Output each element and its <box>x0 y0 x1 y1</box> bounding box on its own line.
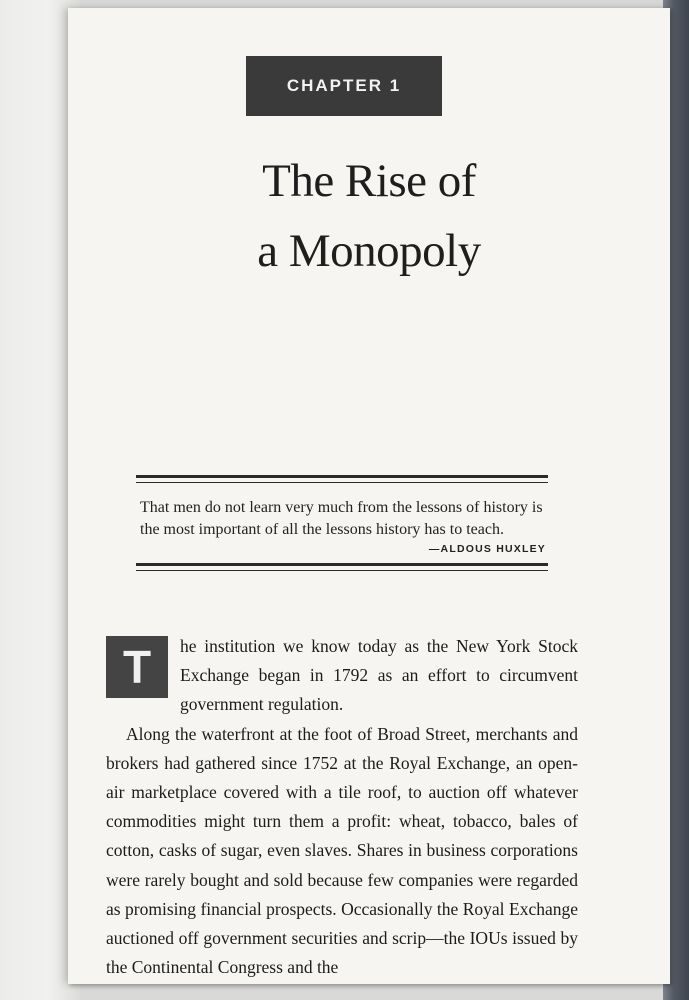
chapter-title-line-2: a Monopoly <box>257 225 481 277</box>
chapter-label: CHAPTER 1 <box>246 56 442 116</box>
epigraph-top-rule <box>136 475 548 483</box>
book-page <box>68 8 670 984</box>
paragraph-2: Along the waterfront at the foot of Broad Street, merchants and brokers had gathered since 1752 at the Royal Exchange, an open-air marketplace covered with a tile roof, to auction off whatever commodities might turn them a profit: wheat, tobacco, bales of cotton, casks of sugar, even slaves. Shares in business corporations were rarely bought and sold because few companies were regarded as promising financial prospects. Occasionally the Royal Exchange auctioned off government securities and scrip—the IOUs issued by the Continental Congress and the <box>106 723 578 978</box>
drop-cap: T <box>106 636 168 698</box>
chapter-title <box>88 146 650 286</box>
epigraph-bottom-rule <box>136 563 548 571</box>
chapter-title-line-1: The Rise of <box>262 155 476 207</box>
epigraph <box>136 475 548 571</box>
epigraph-quote <box>140 497 548 541</box>
paragraph-1 <box>106 632 578 720</box>
paragraph-1-text: he institution we know today as the New York Stock Exchange began in 1792 as an effort to circumvent government regulation. <box>180 636 578 715</box>
body-text <box>106 632 578 982</box>
epigraph-quote-line-1: That men do not learn very much from the lessons of history is <box>140 499 543 516</box>
epigraph-attribution: —ALDOUS HUXLEY <box>428 543 546 555</box>
epigraph-quote-line-2: the most important of all the lessons history has to teach. <box>140 521 504 538</box>
